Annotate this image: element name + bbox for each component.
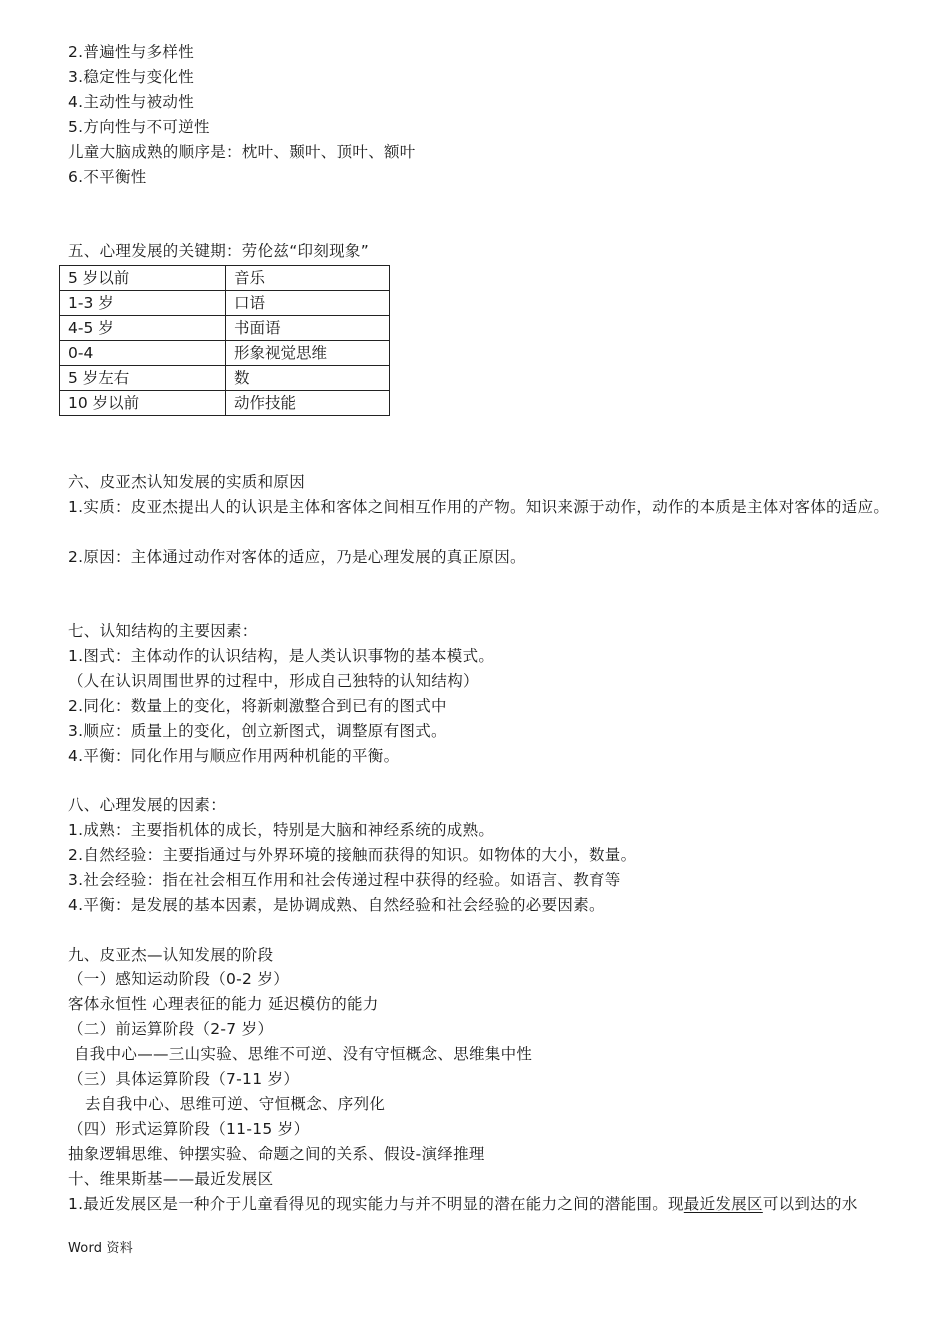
list-item: 3.社会经验：指在社会相互作用和社会传递过程中获得的经验。如语言、教育等 xyxy=(68,871,621,889)
list-item: 儿童大脑成熟的顺序是：枕叶、颞叶、顶叶、额叶 xyxy=(68,143,416,161)
underlined-term: 最近发展区 xyxy=(683,1195,763,1213)
list-item: 3.顺应：质量上的变化，创立新图式，调整原有图式。 xyxy=(68,722,447,740)
stage-desc: 去自我中心、思维可逆、守恒概念、序列化 xyxy=(85,1095,386,1113)
section-heading: 九、皮亚杰—认知发展的阶段 xyxy=(68,946,274,964)
stage-desc: 抽象逻辑思维、钟摆实验、命题之间的关系、假设-演绎推理 xyxy=(68,1145,485,1163)
table-cell-ability: 书面语 xyxy=(226,316,390,341)
list-item: 2.同化：数量上的变化，将新刺激整合到已有的图式中 xyxy=(68,697,447,715)
stage-title: （一）感知运动阶段（0-2 岁） xyxy=(68,970,290,988)
paragraph xyxy=(68,1194,858,1214)
table-row xyxy=(60,316,390,341)
table-cell-ability: 形象视觉思维 xyxy=(226,341,390,366)
section-heading: 八、心理发展的因素： xyxy=(68,796,227,814)
table-cell-ability: 数 xyxy=(226,366,390,391)
stage-title: （二）前运算阶段（2-7 岁） xyxy=(68,1020,274,1038)
table-row xyxy=(60,366,390,391)
table-cell-ability: 音乐 xyxy=(226,266,390,291)
list-item: 4.主动性与被动性 xyxy=(68,93,194,111)
stage-desc: 自我中心——三山实验、思维不可逆、没有守恒概念、思维集中性 xyxy=(74,1045,533,1063)
list-item: （人在认识周围世界的过程中，形成自己独特的认知结构） xyxy=(68,672,479,690)
list-item: 2.自然经验：主要指通过与外界环境的接触而获得的知识。如物体的大小，数量。 xyxy=(68,846,637,864)
stage-desc: 客体永恒性 心理表征的能力 延迟模仿的能力 xyxy=(68,995,379,1013)
list-item: 1.图式：主体动作的认识结构，是人类认识事物的基本模式。 xyxy=(68,647,495,665)
paragraph-text: 1.最近发展区是一种介于儿童看得见的现实能力与并不明显的潜在能力之间的潜能围。现 xyxy=(68,1195,684,1213)
table-cell-age: 4-5 岁 xyxy=(60,316,226,341)
table-row xyxy=(60,341,390,366)
section-heading: 六、皮亚杰认知发展的实质和原因 xyxy=(68,473,306,491)
section-heading: 七、认知结构的主要因素： xyxy=(68,622,258,640)
stage-title: （三）具体运算阶段（7-11 岁） xyxy=(68,1070,300,1088)
table-cell-age: 1-3 岁 xyxy=(60,291,226,316)
list-item: 3.稳定性与变化性 xyxy=(68,68,194,86)
list-item: 2.普遍性与多样性 xyxy=(68,43,194,61)
list-item: 4.平衡：是发展的基本因素，是协调成熟、自然经验和社会经验的必要因素。 xyxy=(68,896,605,914)
list-item: 4.平衡：同化作用与顺应作用两种机能的平衡。 xyxy=(68,747,400,765)
table-row xyxy=(60,291,390,316)
critical-period-table xyxy=(59,265,390,416)
page-footer: Word 资料 xyxy=(68,1241,133,1256)
stage-title: （四）形式运算阶段（11-15 岁） xyxy=(68,1120,310,1138)
list-item: 1.成熟：主要指机体的成长，特别是大脑和神经系统的成熟。 xyxy=(68,821,495,839)
table-cell-ability: 动作技能 xyxy=(226,391,390,416)
table-row xyxy=(60,266,390,291)
section-heading: 十、维果斯基——最近发展区 xyxy=(68,1170,274,1188)
list-item: 5.方向性与不可逆性 xyxy=(68,118,210,136)
paragraph: 1.实质：皮亚杰提出人的认识是主体和客体之间相互作用的产物。知识来源于动作，动作的本质是主体对客体的适应。 xyxy=(68,498,890,516)
table-cell-age: 0-4 xyxy=(60,341,226,366)
table-row xyxy=(60,391,390,416)
paragraph-text: 可以到达的水 xyxy=(762,1195,858,1213)
list-item: 6.不平衡性 xyxy=(68,168,147,186)
table-cell-ability: 口语 xyxy=(226,291,390,316)
table-cell-age: 5 岁左右 xyxy=(60,366,226,391)
table-cell-age: 5 岁以前 xyxy=(60,266,226,291)
paragraph: 2.原因：主体通过动作对客体的适应，乃是心理发展的真正原因。 xyxy=(68,548,526,566)
section-heading: 五、心理发展的关键期：劳伦兹“印刻现象” xyxy=(68,242,370,260)
table-cell-age: 10 岁以前 xyxy=(60,391,226,416)
